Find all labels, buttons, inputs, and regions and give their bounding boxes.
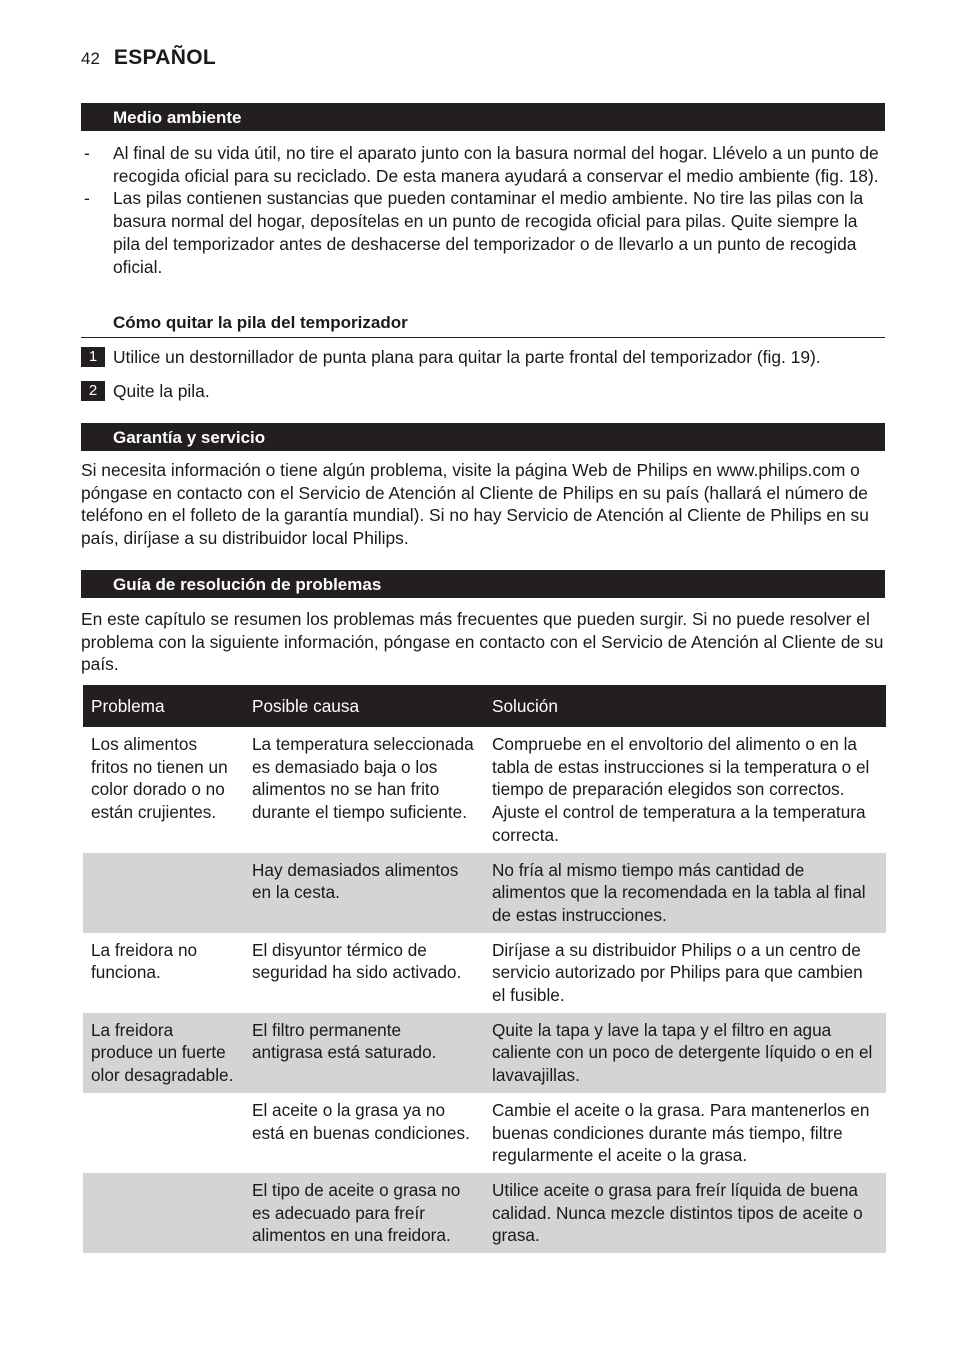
solution-cell: Compruebe en el envoltorio del alimento o en la tabla de estas instrucciones si la temperatura o el tiempo de preparación elegidos son correctos. Ajuste el control de temperatura a la temperatura correcta. <box>492 734 870 845</box>
environment-list <box>81 142 887 278</box>
table-row <box>83 1013 886 1093</box>
cause-cell: Hay demasiados alimentos en la cesta. <box>244 853 484 933</box>
problem-cell <box>83 1173 244 1253</box>
solution-cell: Diríjase a su distribuidor Philips o a un centro de servicio autorizado por Philips para que cambien el fusible. <box>492 939 863 1006</box>
language-title: ESPAÑOL <box>113 46 216 69</box>
section-bar-troubleshooting: Guía de resolución de problemas <box>81 570 885 598</box>
problem-cell: La freidora no funciona. <box>91 939 198 983</box>
section-bar-environment: Medio ambiente <box>81 103 885 131</box>
step-number: 1 <box>81 347 105 367</box>
page-number: 42 <box>81 49 100 68</box>
table-row <box>83 1093 886 1173</box>
list-item <box>81 187 887 278</box>
column-header-solution: Solución <box>484 685 886 727</box>
cause-cell: La temperatura seleccionada es demasiado baja o los alimentos no se han frito durante el tiempo suficiente. <box>252 734 474 823</box>
list-item-text: Al final de su vida útil, no tire el aparato junto con la basura normal del hogar. Llévelo a un punto de recogida oficial para su reciclado. De esta manera ayudará a conservar el medio ambiente (fig. 18). <box>113 143 879 186</box>
cause-cell: El disyuntor térmico de seguridad ha sido activado. <box>252 939 462 983</box>
step-item <box>81 380 887 402</box>
warranty-paragraph: Si necesita información o tiene algún problema, visite la página Web de Philips en www.philips.com o póngase en contacto con el Servicio de Atención al Cliente de Philips en su país (hallará el número de teléfono en el folleto de la garantía mundial). Si no hay Servicio de Atención al Cliente de Philips en su país, diríjase a su distribuidor local Philips. <box>81 460 869 549</box>
table-row <box>83 853 886 933</box>
dash-marker: - <box>84 188 90 209</box>
list-item-text: Las pilas contienen sustancias que pueden contaminar el medio ambiente. No tire las pilas con la basura normal del hogar, deposítelas en un punto de recogida oficial para pilas. Quite siempre la pila del temporizador antes de deshacerse del temporizador o de llevarlo a un punto de recogida oficial. <box>113 188 864 277</box>
solution-cell: Cambie el aceite o la grasa. Para mantenerlos en buenas condiciones durante más tiempo, filtre regularmente el aceite o la grasa. <box>492 1099 870 1166</box>
section-bar-warranty: Garantía y servicio <box>81 423 885 451</box>
column-header-cause: Posible causa <box>244 685 484 727</box>
cause-cell: El aceite o la grasa ya no está en buenas condiciones. <box>252 1099 470 1143</box>
troubleshooting-intro: En este capítulo se resumen los problemas más frecuentes que pueden surgir. Si no puede resolver el problema con la siguiente información, póngase en contacto con el Servicio de Atención al Cliente de su país. <box>81 609 884 675</box>
table-header-row <box>83 685 886 727</box>
troubleshooting-table <box>83 685 886 1253</box>
cause-cell: El filtro permanente antigrasa está saturado. <box>244 1013 484 1093</box>
table-row <box>83 727 886 853</box>
solution-cell: Quite la tapa y lave la tapa y el filtro en agua caliente con un poco de detergente líquido o en el lavavajillas. <box>484 1013 886 1093</box>
page-header <box>81 46 216 76</box>
table-row <box>83 1173 886 1253</box>
problem-cell: Los alimentos fritos no tienen un color dorado o no están crujientes. <box>91 734 228 823</box>
column-header-problem: Problema <box>83 685 244 727</box>
problem-cell <box>83 1093 244 1173</box>
dash-marker: - <box>84 143 90 163</box>
step-item <box>81 346 887 368</box>
solution-cell: Utilice aceite o grasa para freír líquida de buena calidad. Nunca mezcle distintos tipos de aceite o grasa. <box>484 1173 886 1253</box>
solution-cell: No fría al mismo tiempo más cantidad de alimentos que la recomendada en la tabla al final de estas instrucciones. <box>484 853 886 933</box>
problem-cell <box>83 853 244 933</box>
problem-cell: La freidora produce un fuerte olor desagradable. <box>83 1013 244 1093</box>
step-text: Utilice un destornillador de punta plana para quitar la parte frontal del temporizador (fig. 19). <box>113 347 821 367</box>
subsection-title-battery: Cómo quitar la pila del temporizador <box>81 311 885 338</box>
step-number: 2 <box>81 381 105 401</box>
cause-cell: El tipo de aceite o grasa no es adecuado para freír alimentos en una freidora. <box>244 1173 484 1253</box>
table-row <box>83 933 886 1013</box>
step-text: Quite la pila. <box>113 381 210 401</box>
list-item <box>81 142 887 187</box>
